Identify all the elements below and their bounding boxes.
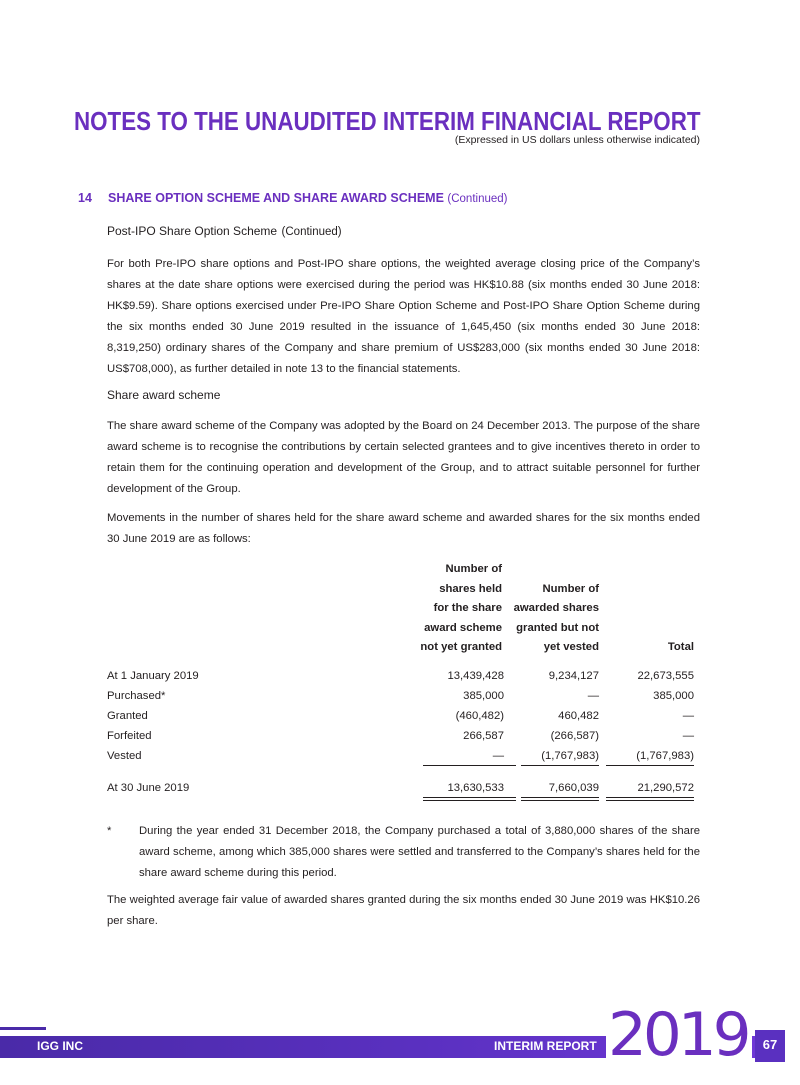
table-row: [107, 707, 700, 725]
cell-total: —: [682, 730, 694, 742]
post-ipo-heading: [107, 222, 700, 240]
footnote: [107, 821, 700, 884]
column-header-line: for the share: [433, 602, 502, 614]
cell-awarded-shares: —: [587, 690, 599, 702]
page-title: NOTES TO THE UNAUDITED INTERIM FINANCIAL REPORT: [73, 106, 700, 136]
cell-total: (1,767,983): [636, 750, 694, 762]
footer-report: INTERIM REPORT: [494, 1039, 597, 1053]
cell-shares-held: 13,439,428: [447, 670, 504, 682]
total-double-rule: [521, 797, 599, 798]
post-ipo-heading-text: Post-IPO Share Option Scheme: [107, 224, 278, 238]
cell-total: 21,290,572: [637, 782, 694, 794]
row-label: Forfeited: [107, 730, 152, 742]
column-header-line: Total: [667, 641, 694, 653]
total-double-rule: [606, 797, 694, 798]
cell-awarded-shares: (266,587): [550, 730, 599, 742]
column-header-line: award scheme: [424, 621, 502, 634]
total-double-rule: [606, 800, 694, 801]
subtotal-rule: [423, 765, 516, 766]
subtotal-rule: [521, 765, 599, 766]
row-label: At 30 June 2019: [107, 782, 190, 794]
post-ipo-paragraph: For both Pre-IPO share options and Post-IPO share options, the weighted average closing price of the Company’s shares at the date share options were exercised during the period was HK$10.88 (six months ended 30 June 2018: HK$9.59). Share options exercised under Pre-IPO Share Option Scheme and Post-IPO Share Option Scheme during the six months ended 30 June 2019 resulted in the issuance of 1,645,450 (six months ended 30 June 2018: 8,319,250) ordinary shares of the Company and share premium of US$283,000 (six months ended 30 June 2018: US$708,000), as further detailed in note 13 to the financial statements.: [107, 258, 700, 375]
total-double-rule: [423, 797, 516, 798]
post-ipo-continued: (Continued): [281, 226, 342, 238]
column-header-line: awarded shares: [513, 602, 599, 614]
column-header-shares-held: [420, 560, 502, 658]
section-heading: [78, 191, 508, 205]
column-header-line: Number of: [445, 563, 502, 575]
share-movements-table: [107, 560, 700, 805]
section-number: 14: [78, 191, 92, 205]
cell-shares-held: 385,000: [463, 690, 504, 702]
section-continued: (Continued): [447, 193, 508, 205]
table-row: [107, 747, 700, 765]
total-double-rule: [423, 800, 516, 801]
cell-awarded-shares: 9,234,127: [548, 670, 599, 682]
cell-total: —: [682, 710, 694, 722]
table-row: [107, 687, 700, 705]
column-header-line: Number of: [542, 582, 599, 595]
section-title: SHARE OPTION SCHEME AND SHARE AWARD SCHEME: [108, 191, 444, 205]
column-header-line: not yet granted: [420, 641, 502, 653]
page-number: 67: [762, 1037, 778, 1052]
footer-company: IGG INC: [37, 1039, 84, 1053]
page-subtitle: (Expressed in US dollars unless otherwise indicated): [454, 134, 700, 146]
column-header-total: [668, 638, 694, 658]
column-header-awarded-shares: [514, 580, 599, 658]
cell-shares-held: (460,482): [455, 710, 504, 722]
column-header-line: yet vested: [543, 641, 599, 653]
footer-accent-line: [0, 1027, 46, 1030]
table-row: [107, 667, 700, 685]
share-award-heading: Share award scheme: [107, 388, 221, 402]
column-header-line: granted but not: [516, 621, 599, 634]
table-total-row: [107, 779, 700, 797]
share-award-paragraph-2: Movements in the number of shares held for the share award scheme and awarded shares for the six months ended 30 June 2019 are as follows:: [107, 512, 700, 545]
row-label: Granted: [107, 710, 148, 722]
total-double-rule: [521, 800, 599, 801]
table-row: [107, 727, 700, 745]
column-header-line: shares held: [439, 582, 502, 595]
cell-awarded-shares: 460,482: [558, 710, 599, 722]
row-label: Purchased*: [107, 690, 166, 702]
footnote-marker: *: [107, 825, 112, 837]
cell-total: 385,000: [653, 690, 694, 702]
cell-awarded-shares: 7,660,039: [548, 782, 599, 794]
cell-awarded-shares: (1,767,983): [541, 750, 599, 762]
subtotal-rule: [606, 765, 694, 766]
closing-paragraph: The weighted average fair value of awarded shares granted during the six months ended 30 June 2019 was HK$10.26 per share.: [107, 894, 700, 927]
cell-shares-held: —: [492, 750, 504, 762]
row-label: Vested: [107, 750, 142, 762]
row-label: At 1 January 2019: [107, 670, 199, 682]
cell-total: 22,673,555: [637, 670, 694, 682]
cell-shares-held: 266,587: [463, 730, 504, 742]
share-award-paragraph-1: The share award scheme of the Company was adopted by the Board on 24 December 2013. The purpose of the share award scheme is to recognise the contributions by certain selected grantees and to give incentives thereto in order to retain them for the continuing operation and development of the Group, and to attract suitable personnel for further development of the Group.: [107, 420, 700, 495]
footnote-text: During the year ended 31 December 2018, the Company purchased a total of 3,880,000 shares of the share award scheme, among which 385,000 shares were settled and transferred to the Company’s shares held for the share award scheme during this period.: [139, 825, 700, 879]
cell-shares-held: 13,630,533: [447, 782, 504, 794]
footer-year: 2019: [608, 1000, 748, 1070]
